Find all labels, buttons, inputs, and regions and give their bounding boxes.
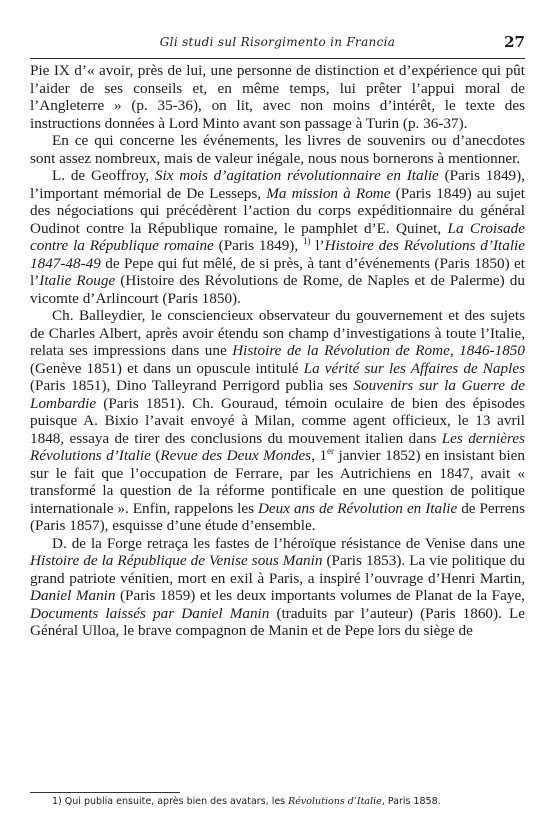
text-run: , 1 xyxy=(311,447,328,464)
text-run: D. de la Forge retraça les fastes de l’héroïque résistance de Venise dans une xyxy=(52,534,525,552)
text-run: (Histoire des Révolutions de Rome, de Naples et de Palerme) du vicomte d’Arlincourt (Paris 1850). xyxy=(30,272,525,307)
text-run: , Paris 1858. xyxy=(381,796,441,807)
italic-title: Deux ans de Révolution en Italie xyxy=(257,499,458,517)
text-run: de Pepe qui fut mêlé, de si près, à tant d’événements (Paris 1850) et l’ xyxy=(30,254,525,289)
italic-title: Daniel Manin xyxy=(30,587,116,604)
italic-title: Documents laissés par Daniel Manin xyxy=(30,604,270,622)
page-header xyxy=(30,35,525,55)
italic-title: Souvenirs sur la Guerre de Lombardie xyxy=(30,377,525,412)
italic-title: Histoire des Révolutions d’Italie 1847-48-49 xyxy=(30,237,525,272)
text-run: janvier 1852) en insistant bien sur le fait que l’occupation de Ferrare, par les Autrichiens en 1847, avait « transformé la question de la réforme pontificale en une question de politique internationale ». Enfin, rappelons les xyxy=(30,447,526,517)
italic-title: Italie Rouge xyxy=(39,272,116,289)
text-run: (Paris 1851). Ch. Gouraud, témoin oculaire de bien des épisodes puisque A. Bixio l’avait envoyé à Milan, comme agent officieux, le 13 avril 1848, essaya de tirer des conclusions du mouvement italien dans xyxy=(30,394,525,447)
text-run: Qui publia ensuite, après bien des avatars, les xyxy=(61,796,289,807)
italic-title: La vérité sur les Affaires de Naples xyxy=(303,359,525,377)
footnote xyxy=(52,796,525,808)
text-run: l’ xyxy=(310,237,325,254)
italic-title: Six mois d’agitation révolutionnaire en Italie xyxy=(154,167,439,184)
text-run: de Perrens (Paris 1857), esquisse d’une étude d’ensemble. xyxy=(30,499,525,534)
paragraph xyxy=(30,307,525,535)
italic-title: La Croisade contre la République romaine xyxy=(30,219,525,254)
footnote-rule xyxy=(30,792,180,793)
text-run: Ch. Balleydier, le consciencieux observateur du gouvernement et des sujets de Charles Albert, après avoir étendu son champ d’investigations à toute l’Italie, relata ses impressions dans une xyxy=(30,307,525,359)
superscript: 1) xyxy=(302,235,311,246)
italic-title: Histoire de la République de Venise sous Manin xyxy=(30,552,323,569)
text-run: (Paris 1849), l’important mémorial de De Lesseps, xyxy=(30,167,525,202)
footnote-marker: 1) xyxy=(52,796,62,807)
text-run: (traduits par l’auteur) (Paris 1860). Le Général Ulloa, le brave compagnon de Manin et de Pepe lors du siège de xyxy=(30,604,526,639)
paragraph xyxy=(30,132,525,167)
text-run: (Paris 1849) au sujet des négociations qui précédèrent l’action du corps expéditionnaire du général Oudinot contre la République romaine, le pamphlet d’E. Quinet, xyxy=(30,184,526,237)
italic-title: Les dernières Révolutions d’Italie xyxy=(30,429,525,464)
header-rule xyxy=(30,58,525,59)
italic-title: Révolutions d’Italie xyxy=(288,796,382,807)
text-run: En ce qui concerne les événements, les livres de souvenirs ou d’anecdotes sont assez nombreux, mais de valeur inégale, nous nous bornerons à mentionner. xyxy=(30,132,525,167)
running-title: Gli studi sul Risorgimento in Francia xyxy=(159,35,396,49)
text-run: (Paris 1853). La vie politique du grand patriote vénitien, mort en exil à Paris, a inspiré l’ouvrage d’Henri Martin, xyxy=(30,552,526,587)
text-run: (Genève 1851) et dans un opuscule intitulé xyxy=(30,359,304,377)
italic-title: Revue des Deux Mondes xyxy=(160,447,312,464)
text-run: (Paris 1851), Dino Talleyrand Perrigord publia ses xyxy=(30,377,354,394)
paragraph xyxy=(30,62,525,132)
text-run: L. de Geoffroy, xyxy=(52,167,155,184)
italic-title: Histoire de la Révolution de Rome, 1846-1850 xyxy=(232,342,525,359)
page-number: 27 xyxy=(504,33,525,51)
paragraph xyxy=(30,535,525,640)
superscript: er xyxy=(327,445,335,456)
text-run: (Paris 1849), xyxy=(213,237,303,254)
text-run: Pie IX d’« avoir, près de lui, une personne de distinction et d’expérience qui pût l’aider de ses conseils et, en même temps, lui prêter l’appui moral de l’Angleterre » (p. 35-36), on lit, avec non moins d’intérêt, le texte des instructions données à Lord Minto avant son passage à Turin (p. 36-37). xyxy=(30,62,525,132)
italic-title: Ma mission à Rome xyxy=(266,184,391,202)
text-run: ( xyxy=(150,447,161,464)
body-text xyxy=(30,62,525,640)
text-run: (Paris 1859) et les deux importants volumes de Planat de la Faye, xyxy=(115,587,525,604)
paragraph xyxy=(30,167,525,307)
